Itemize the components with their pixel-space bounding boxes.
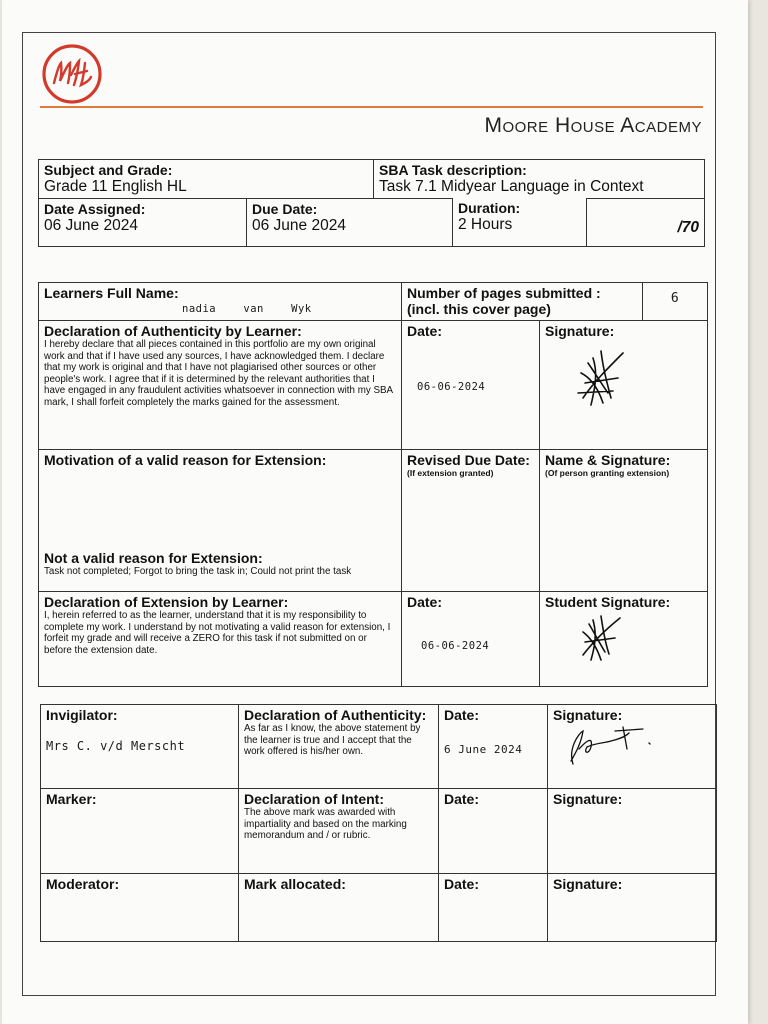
auth-decl-cell: [239, 705, 439, 789]
date-assigned-value: 06 June 2024: [44, 217, 138, 234]
academy-logo-icon: [41, 43, 103, 105]
marker-date-cell: [439, 789, 548, 874]
inv-sig-cell: [548, 705, 717, 789]
subject-cell: [39, 160, 374, 199]
granting-sub: (Of person granting extension): [545, 468, 670, 478]
pages-cell: [402, 283, 643, 321]
signature-label: Signature:: [545, 323, 615, 339]
subject-label: Subject and Grade:: [44, 162, 173, 178]
marker-sig-cell: [548, 789, 717, 874]
academy-name: [484, 114, 702, 138]
granting-cell: [540, 450, 708, 592]
marker-cell: [41, 789, 239, 874]
moderator-label: Moderator:: [46, 876, 120, 892]
date-assigned-cell: [39, 199, 247, 247]
inv-sig-label: Signature:: [553, 707, 623, 723]
pages-value-cell: [643, 283, 708, 321]
student-signature-icon: [575, 610, 630, 665]
signature-cell: [540, 321, 708, 450]
mod-date-label: Date:: [444, 876, 480, 892]
learner-name-value: nadia van Wyk: [182, 303, 312, 315]
mark-alloc-cell: [239, 874, 439, 942]
sba-cell: [374, 160, 705, 199]
date-assigned-label: Date Assigned:: [44, 201, 146, 217]
motivation-cell: [39, 450, 402, 592]
header-rule: [40, 106, 703, 108]
inv-date-label: Date:: [444, 707, 480, 723]
revised-date-sub: (If extension granted): [407, 468, 494, 478]
mod-sig-cell: [548, 874, 717, 942]
inv-date-value: 6 June 2024: [444, 743, 523, 756]
pages-value: 6: [670, 291, 680, 306]
intent-text: The above mark was awarded with impartiality and based on the marking memorandum and / or rubric.: [244, 807, 407, 842]
date-value: 06-06-2024: [417, 381, 486, 393]
marker-label: Marker:: [46, 791, 97, 807]
pages-label: Number of pages submitted :: [407, 285, 601, 301]
extension-label: Declaration of Extension by Learner:: [44, 594, 289, 610]
subject-value: Grade 11 English HL: [44, 178, 187, 195]
marker-sig-label: Signature:: [553, 791, 623, 807]
duration-cell: [452, 198, 587, 246]
intent-label: Declaration of Intent:: [244, 791, 385, 807]
student-sig-cell: [540, 592, 708, 687]
due-date-value: 06 June 2024: [252, 217, 346, 234]
ext-date-label: Date:: [407, 594, 443, 610]
invigilator-signature-icon: [553, 719, 683, 769]
academy-name-text: Moore House Academy: [484, 114, 702, 137]
not-valid-text: Task not completed; Forgot to bring the task in; Could not print the task: [44, 566, 352, 577]
learner-name-cell: [39, 283, 402, 321]
learner-signature-icon: [573, 343, 633, 413]
auth-decl-text: As far as I know, the above statement by the learner is true and I accept that the work offered is his/her own.: [244, 723, 421, 758]
student-sig-label: Student Signature:: [545, 594, 671, 610]
ext-date-cell: [402, 592, 540, 687]
not-valid-label: Not a valid reason for Extension:: [44, 550, 263, 566]
learner-name-label: Learners Full Name:: [44, 285, 179, 301]
due-date-label: Due Date:: [252, 201, 318, 217]
sba-value: Task 7.1 Midyear Language in Context: [379, 178, 644, 195]
mark-value: /70: [677, 219, 699, 236]
inv-date-cell: [439, 705, 548, 789]
official-table: [40, 704, 717, 942]
invigilator-label: Invigilator:: [46, 707, 118, 723]
revised-date-cell: [402, 450, 540, 592]
ext-date-value: 06-06-2024: [421, 640, 490, 652]
pages-sub-label: (incl. this cover page): [407, 301, 551, 317]
authenticity-text: I hereby declare that all pieces contained in this portfolio are my own original work and that if I have used any sources, I have acknowledged them. I declare that my work is original and that I have not plagiarised other sources or other people's work. I agree that if it is determined by the relevant authorities that I have engaged in any fraudulent activities whatsoever in connection with my SBA mark, I shall forfeit completely the marks gained for the assessment.: [44, 339, 393, 408]
date-cell: [402, 321, 540, 450]
invigilator-cell: [41, 705, 239, 789]
granting-label: Name & Signature:: [545, 452, 671, 468]
duration-value: 2 Hours: [458, 216, 513, 233]
extension-cell: [39, 592, 402, 687]
sba-label: SBA Task description:: [379, 162, 527, 178]
marker-date-label: Date:: [444, 791, 480, 807]
authenticity-label: Declaration of Authenticity by Learner:: [44, 323, 302, 339]
mod-sig-label: Signature:: [553, 876, 623, 892]
learner-table: [38, 282, 708, 687]
date-label: Date:: [407, 323, 443, 339]
auth-decl-label: Declaration of Authenticity:: [244, 707, 427, 723]
authenticity-cell: [39, 321, 402, 450]
mod-date-cell: [439, 874, 548, 942]
moderator-cell: [41, 874, 239, 942]
extension-text: I, herein referred to as the learner, understand that it is my responsibility to complete my work. I understand by not motivating a valid reason for extension, I forfeit my grade and will receive a ZERO for this task if not submitted on or before the extension date.: [44, 610, 391, 656]
mark-alloc-label: Mark allocated:: [244, 876, 346, 892]
duration-label: Duration:: [458, 200, 521, 216]
task-info-table: [38, 159, 705, 247]
motivation-label: Motivation of a valid reason for Extension:: [44, 452, 327, 468]
revised-date-label: Revised Due Date:: [407, 452, 530, 468]
intent-cell: [239, 789, 439, 874]
invigilator-value: Mrs C. v/d Merscht: [46, 739, 186, 753]
